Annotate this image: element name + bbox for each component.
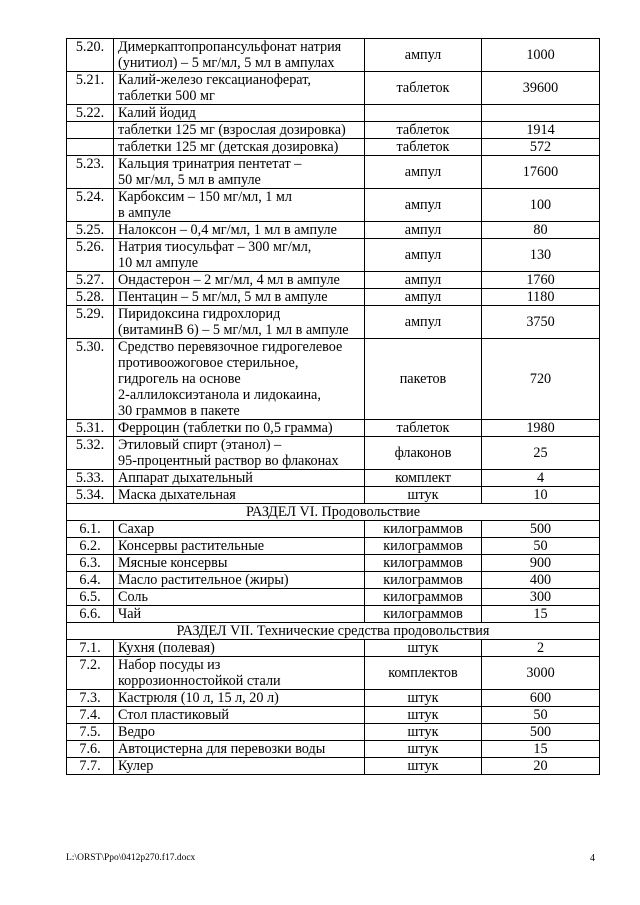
table-row	[67, 555, 600, 572]
table-row	[67, 122, 600, 139]
table-row	[67, 724, 600, 741]
item-name	[114, 289, 365, 306]
section-header-row	[67, 504, 600, 521]
table-row	[67, 606, 600, 623]
item-name-line: Карбоксим – 150 мг/мл, 1 мл	[118, 189, 292, 205]
item-name-line: Набор посуды из	[118, 657, 221, 673]
item-quantity: 1000	[482, 39, 600, 72]
item-name-line: Масло растительное (жиры)	[118, 572, 289, 588]
item-number: 5.33.	[67, 470, 114, 487]
item-unit: килограммов	[365, 606, 482, 623]
item-number: 5.30.	[67, 339, 114, 420]
item-name	[114, 538, 365, 555]
item-name	[114, 657, 365, 690]
item-quantity: 900	[482, 555, 600, 572]
item-quantity	[482, 105, 600, 122]
item-unit: комплект	[365, 470, 482, 487]
item-unit: таблеток	[365, 420, 482, 437]
page-number: 4	[590, 853, 595, 864]
item-quantity: 50	[482, 538, 600, 555]
item-name-line: Соль	[118, 589, 148, 605]
item-name-line: таблетки 125 мг (детская дозировка)	[118, 139, 339, 155]
item-quantity: 720	[482, 339, 600, 420]
item-name	[114, 555, 365, 572]
table-row	[67, 339, 600, 420]
table-row	[67, 39, 600, 72]
table-row	[67, 189, 600, 222]
table-row	[67, 470, 600, 487]
item-quantity: 50	[482, 707, 600, 724]
item-number: 5.28.	[67, 289, 114, 306]
item-name-line: Консервы растительные	[118, 538, 265, 554]
table-row	[67, 640, 600, 657]
item-name	[114, 156, 365, 189]
item-name-line: Натрия тиосульфат – 300 мг/мл,	[118, 239, 312, 255]
item-quantity: 17600	[482, 156, 600, 189]
item-name	[114, 122, 365, 139]
item-name	[114, 487, 365, 504]
item-name-line: 10 мл ампуле	[118, 255, 199, 271]
item-name	[114, 437, 365, 470]
item-number: 7.2.	[67, 657, 114, 690]
item-quantity: 80	[482, 222, 600, 239]
item-name-line: Калий-железо гексацианоферат,	[118, 72, 311, 88]
item-name-line: Димеркаптопропансульфонат натрия	[118, 39, 342, 55]
item-name	[114, 239, 365, 272]
item-number: 5.25.	[67, 222, 114, 239]
item-quantity: 500	[482, 724, 600, 741]
item-name-line: Стол пластиковый	[118, 707, 229, 723]
table-row	[67, 487, 600, 504]
item-name	[114, 690, 365, 707]
item-unit: килограммов	[365, 521, 482, 538]
table-row	[67, 572, 600, 589]
item-name	[114, 105, 365, 122]
item-name-line: Пиридоксина гидрохлорид	[118, 306, 281, 322]
item-number: 5.21.	[67, 72, 114, 105]
table-row	[67, 105, 600, 122]
table-row	[67, 289, 600, 306]
item-unit: штук	[365, 707, 482, 724]
item-quantity: 25	[482, 437, 600, 470]
item-unit: килограммов	[365, 555, 482, 572]
supply-table	[66, 38, 600, 775]
item-number: 5.34.	[67, 487, 114, 504]
item-quantity: 15	[482, 741, 600, 758]
item-number	[67, 122, 114, 139]
item-quantity: 4	[482, 470, 600, 487]
item-quantity: 1760	[482, 272, 600, 289]
item-quantity: 2	[482, 640, 600, 657]
item-name-line: Кухня (полевая)	[118, 640, 215, 656]
table-row	[67, 306, 600, 339]
table-row	[67, 420, 600, 437]
item-quantity: 20	[482, 758, 600, 775]
item-quantity: 500	[482, 521, 600, 538]
item-name-line: Ондастерон – 2 мг/мл, 4 мл в ампуле	[118, 272, 340, 288]
item-number: 5.29.	[67, 306, 114, 339]
item-name-line: Автоцистерна для перевозки воды	[118, 741, 326, 757]
table-row	[67, 741, 600, 758]
table-row	[67, 239, 600, 272]
item-unit: ампул	[365, 306, 482, 339]
item-unit: ампул	[365, 189, 482, 222]
item-name-line: Аппарат дыхательный	[118, 470, 253, 486]
item-unit: таблеток	[365, 139, 482, 156]
item-quantity: 3750	[482, 306, 600, 339]
item-unit	[365, 105, 482, 122]
item-name-line: Кальция тринатрия пентетат –	[118, 156, 302, 172]
item-name	[114, 306, 365, 339]
item-number: 5.27.	[67, 272, 114, 289]
item-name	[114, 339, 365, 420]
item-number: 5.24.	[67, 189, 114, 222]
item-name-line: Калий йодид	[118, 105, 196, 121]
item-unit: штук	[365, 724, 482, 741]
item-name-line: Пентацин – 5 мг/мл, 5 мл в ампуле	[118, 289, 328, 305]
section-title: РАЗДЕЛ VII. Технические средства продовольствия	[67, 623, 600, 640]
item-unit: штук	[365, 758, 482, 775]
item-quantity: 600	[482, 690, 600, 707]
item-name	[114, 521, 365, 538]
table-row	[67, 72, 600, 105]
item-unit: ампул	[365, 222, 482, 239]
item-name	[114, 72, 365, 105]
item-number: 6.5.	[67, 589, 114, 606]
item-name-line: Чай	[118, 606, 142, 622]
item-quantity: 300	[482, 589, 600, 606]
item-unit: ампул	[365, 272, 482, 289]
item-name	[114, 589, 365, 606]
item-name	[114, 272, 365, 289]
item-name-line: Налоксон – 0,4 мг/мл, 1 мл в ампуле	[118, 222, 337, 238]
item-name	[114, 39, 365, 72]
item-name	[114, 640, 365, 657]
table-row	[67, 758, 600, 775]
item-quantity: 572	[482, 139, 600, 156]
item-quantity: 1980	[482, 420, 600, 437]
item-name-line: Мясные консервы	[118, 555, 228, 571]
item-number: 6.3.	[67, 555, 114, 572]
item-unit: килограммов	[365, 572, 482, 589]
item-name	[114, 420, 365, 437]
item-name-line: гидрогель на основе	[118, 371, 241, 387]
item-name-line: в ампуле	[118, 205, 171, 221]
item-name-line: таблетки 500 мг	[118, 88, 215, 104]
item-unit: таблеток	[365, 72, 482, 105]
item-unit: штук	[365, 487, 482, 504]
item-quantity: 130	[482, 239, 600, 272]
item-number: 7.7.	[67, 758, 114, 775]
item-name-line: 50 мг/мл, 5 мл в ампуле	[118, 172, 261, 188]
item-name	[114, 222, 365, 239]
item-unit: флаконов	[365, 437, 482, 470]
item-number: 7.3.	[67, 690, 114, 707]
item-quantity: 100	[482, 189, 600, 222]
item-unit: штук	[365, 640, 482, 657]
item-name-line: (унитиол) – 5 мг/мл, 5 мл в ампулах	[118, 55, 335, 71]
item-name-line: (витаминВ 6) – 5 мг/мл, 1 мл в ампуле	[118, 322, 349, 338]
item-name	[114, 139, 365, 156]
item-number: 6.6.	[67, 606, 114, 623]
item-number: 7.1.	[67, 640, 114, 657]
item-name	[114, 189, 365, 222]
item-number: 5.22.	[67, 105, 114, 122]
table-row	[67, 272, 600, 289]
table-row	[67, 139, 600, 156]
item-name-line: Средство перевязочное гидрогелевое	[118, 339, 343, 355]
item-unit: штук	[365, 690, 482, 707]
item-name-line: Этиловый спирт (этанол) –	[118, 437, 282, 453]
item-quantity: 1180	[482, 289, 600, 306]
item-number: 7.5.	[67, 724, 114, 741]
item-name	[114, 758, 365, 775]
item-name	[114, 707, 365, 724]
item-unit: килограммов	[365, 589, 482, 606]
item-unit: ампул	[365, 239, 482, 272]
item-number: 5.32.	[67, 437, 114, 470]
item-name	[114, 741, 365, 758]
footer-file-path: L:\ORST\Ppo\0412p270.f17.docx	[66, 853, 196, 863]
section-title: РАЗДЕЛ VI. Продовольствие	[67, 504, 600, 521]
table-row	[67, 521, 600, 538]
item-number	[67, 139, 114, 156]
supply-table-body	[67, 39, 600, 775]
item-unit: штук	[365, 741, 482, 758]
item-number: 7.6.	[67, 741, 114, 758]
item-name	[114, 606, 365, 623]
item-unit: комплектов	[365, 657, 482, 690]
item-number: 6.2.	[67, 538, 114, 555]
table-row	[67, 222, 600, 239]
item-name-line: Кастрюля (10 л, 15 л, 20 л)	[118, 690, 279, 706]
item-unit: килограммов	[365, 538, 482, 555]
item-unit: пакетов	[365, 339, 482, 420]
item-unit: ампул	[365, 156, 482, 189]
item-name	[114, 724, 365, 741]
item-number: 5.23.	[67, 156, 114, 189]
item-unit: ампул	[365, 39, 482, 72]
item-number: 5.20.	[67, 39, 114, 72]
table-row	[67, 690, 600, 707]
item-unit: ампул	[365, 289, 482, 306]
table-row	[67, 156, 600, 189]
item-unit: таблеток	[365, 122, 482, 139]
item-quantity: 10	[482, 487, 600, 504]
table-row	[67, 657, 600, 690]
item-quantity: 15	[482, 606, 600, 623]
item-quantity: 3000	[482, 657, 600, 690]
item-name-line: таблетки 125 мг (взрослая дозировка)	[118, 122, 346, 138]
item-quantity: 400	[482, 572, 600, 589]
item-number: 5.31.	[67, 420, 114, 437]
item-name-line: Маска дыхательная	[118, 487, 236, 503]
table-row	[67, 589, 600, 606]
item-name-line: коррозионностойкой стали	[118, 673, 281, 689]
item-number: 6.4.	[67, 572, 114, 589]
item-number: 7.4.	[67, 707, 114, 724]
table-row	[67, 538, 600, 555]
item-name-line: 2-аллилоксиэтанола и лидокаина,	[118, 387, 321, 403]
item-quantity: 1914	[482, 122, 600, 139]
item-name-line: противоожоговое стерильное,	[118, 355, 299, 371]
item-name	[114, 470, 365, 487]
item-name-line: Ферроцин (таблетки по 0,5 грамма)	[118, 420, 333, 436]
item-name-line: 30 граммов в пакете	[118, 403, 240, 419]
section-header-row	[67, 623, 600, 640]
table-row	[67, 707, 600, 724]
item-number: 6.1.	[67, 521, 114, 538]
item-name-line: Сахар	[118, 521, 155, 537]
item-number: 5.26.	[67, 239, 114, 272]
item-name-line: Ведро	[118, 724, 155, 740]
item-name-line: 95-процентный раствор во флаконах	[118, 453, 339, 469]
table-row	[67, 437, 600, 470]
item-name	[114, 572, 365, 589]
item-quantity: 39600	[482, 72, 600, 105]
item-name-line: Кулер	[118, 758, 154, 774]
